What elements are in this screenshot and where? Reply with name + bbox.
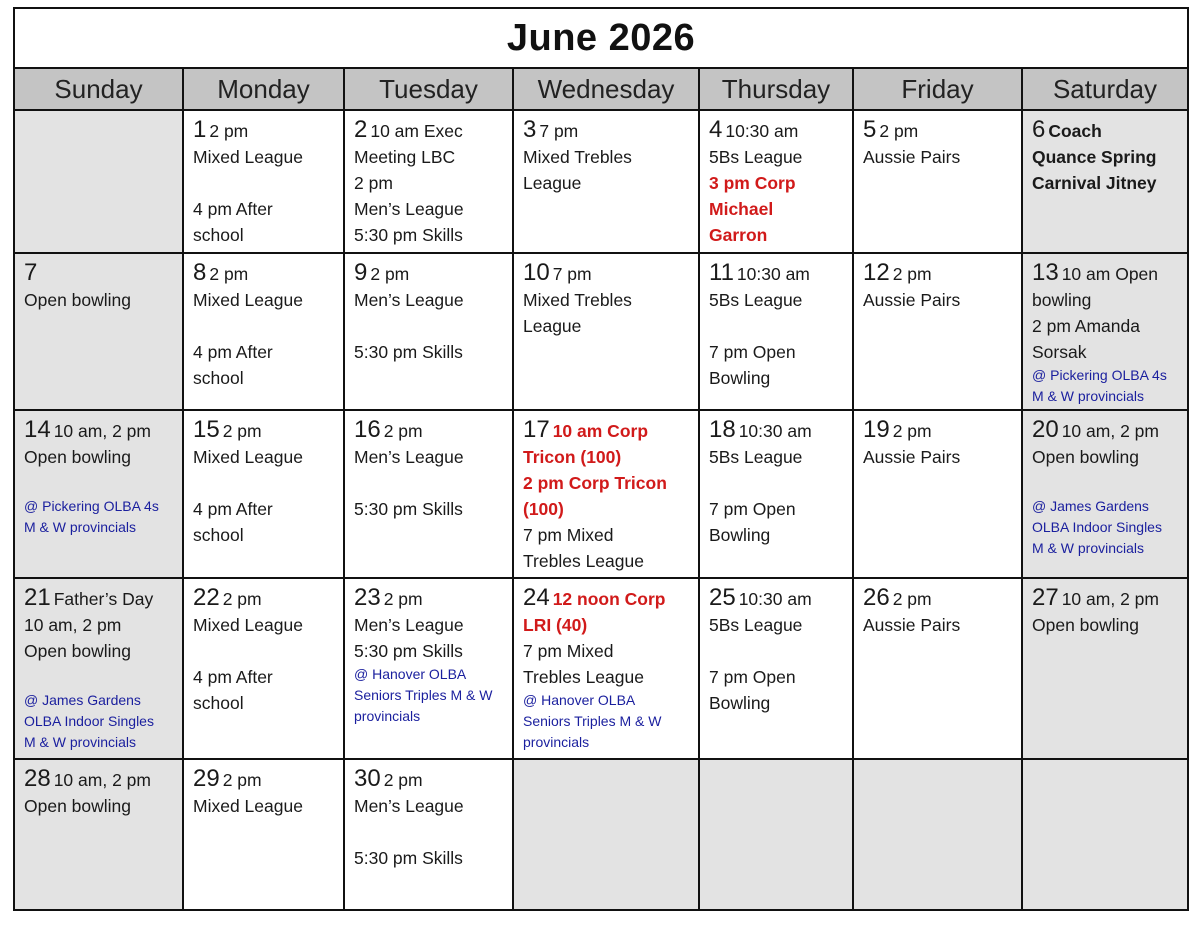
day-header-line [709, 417, 852, 444]
event-text: Mixed League [193, 615, 303, 635]
event-text: 5:30 pm Skills [354, 641, 463, 661]
day-header-line [523, 417, 698, 444]
tournament-note: M & W provincials [24, 734, 137, 750]
event-text: Open bowling [24, 447, 132, 467]
day-number: 1 [193, 116, 207, 143]
tournament-note: OLBA Indoor Singles [24, 713, 154, 729]
event-text: school [193, 693, 244, 713]
day-number: 30 [354, 765, 381, 792]
event-text: 5:30 pm Skills [354, 848, 463, 868]
event-text: 4 pm After [193, 667, 273, 687]
event-text: 2 pm [383, 421, 423, 441]
tournament-note: @ Hanover OLBA [354, 666, 467, 682]
event-text: Trebles League [523, 551, 644, 571]
event-text: League [523, 173, 582, 193]
day-number: 10 [523, 259, 550, 286]
day-cell-14 [15, 411, 184, 579]
weekday-tuesday: Tuesday [345, 69, 514, 109]
day-number: 18 [709, 416, 736, 443]
day-cell-23 [345, 579, 514, 760]
event-text: Mixed League [193, 290, 303, 310]
event-text: Meeting LBC [354, 147, 456, 167]
day-header-line [354, 766, 512, 793]
event-text: League [523, 316, 582, 336]
event-text: 2 pm [370, 264, 410, 284]
weekday-wednesday: Wednesday [514, 69, 700, 109]
day-number: 23 [354, 584, 381, 611]
corporate-event: 3 pm Corp [709, 173, 796, 193]
day-cell-12 [854, 254, 1023, 411]
event-text: Bowling [709, 525, 771, 545]
event-text: 2 pm [892, 421, 932, 441]
event-text: Open bowling [1032, 615, 1140, 635]
day-header-line [193, 260, 343, 287]
day-number: 2 [354, 116, 368, 143]
event-text: 2 pm [354, 173, 393, 193]
day-number: 21 [24, 584, 51, 611]
empty-day-cell [1023, 760, 1187, 909]
day-cell-30 [345, 760, 514, 909]
day-cell-29 [184, 760, 345, 909]
event-text: 4 pm After [193, 499, 273, 519]
tournament-note: M & W provincials [1032, 540, 1145, 556]
day-header-line [1032, 585, 1187, 612]
day-number: 15 [193, 416, 220, 443]
day-number: 29 [193, 765, 220, 792]
day-cell-10 [514, 254, 700, 411]
event-text: school [193, 225, 244, 245]
event-text: Open bowling [24, 290, 132, 310]
day-cell-28 [15, 760, 184, 909]
day-number: 25 [709, 584, 736, 611]
event-text: 7 pm Open [709, 667, 796, 687]
day-cell-13 [1023, 254, 1187, 411]
event-text: Bowling [709, 693, 771, 713]
corporate-event: Garron [709, 225, 768, 245]
calendar [13, 7, 1189, 911]
event-text: 10:30 am [736, 264, 810, 284]
event-text: Sorsak [1032, 342, 1087, 362]
event-text: 2 pm [222, 421, 262, 441]
day-header-line [1032, 417, 1187, 444]
event-text: 10:30 am [738, 589, 812, 609]
day-cell-7 [15, 254, 184, 411]
day-cell-27 [1023, 579, 1187, 760]
day-cell-15 [184, 411, 345, 579]
day-number: 24 [523, 584, 550, 611]
tournament-note: Seniors Triples M & W [354, 687, 493, 703]
day-number: 11 [709, 259, 734, 286]
event-text: 5Bs League [709, 147, 803, 167]
day-header-line [863, 117, 1021, 144]
event-text: Men’s League [354, 447, 464, 467]
day-header-line [523, 585, 698, 612]
day-header-line [24, 585, 182, 612]
day-number: 16 [354, 416, 381, 443]
corporate-event: (100) [523, 499, 564, 519]
day-number: 13 [1032, 259, 1059, 286]
day-number: 3 [523, 116, 537, 143]
day-cell-2 [345, 111, 514, 254]
day-header-line [193, 766, 343, 793]
tournament-note: M & W provincials [1032, 388, 1145, 404]
corporate-event: Tricon (100) [523, 447, 622, 467]
event-text: Aussie Pairs [863, 147, 961, 167]
day-number: 17 [523, 416, 550, 443]
day-header-line [1032, 117, 1187, 144]
tournament-note: M & W provincials [24, 519, 137, 535]
event-text: bowling [1032, 290, 1092, 310]
event-text: 7 pm Open [709, 342, 796, 362]
day-header-line [193, 585, 343, 612]
day-header-line [24, 417, 182, 444]
empty-day-cell [700, 760, 854, 909]
day-number: 22 [193, 584, 220, 611]
event-text: 5:30 pm Skills [354, 342, 463, 362]
event-text: Aussie Pairs [863, 447, 961, 467]
day-header-line [354, 585, 512, 612]
weekday-thursday: Thursday [700, 69, 854, 109]
event-text: 10:30 am [725, 121, 799, 141]
event-text: 4 pm After [193, 342, 273, 362]
day-cell-20 [1023, 411, 1187, 579]
tournament-note: @ James Gardens [1032, 498, 1149, 514]
event-text: 2 pm [383, 589, 423, 609]
day-cell-26 [854, 579, 1023, 760]
empty-day-cell [15, 111, 184, 254]
tournament-note: @ Pickering OLBA 4s [1032, 367, 1167, 383]
day-number: 19 [863, 416, 890, 443]
corporate-event: LRI (40) [523, 615, 588, 635]
event-text: 2 pm [209, 121, 249, 141]
event-text: Bowling [709, 368, 771, 388]
tournament-note: @ Pickering OLBA 4s [24, 498, 159, 514]
day-header-line [354, 417, 512, 444]
day-header-line [863, 417, 1021, 444]
tournament-note: @ Hanover OLBA [523, 692, 636, 708]
day-header-line [193, 117, 343, 144]
weekday-sunday: Sunday [15, 69, 184, 109]
day-number: 27 [1032, 584, 1059, 611]
weekday-header [15, 69, 1187, 111]
event-text: 10 am, 2 pm [1061, 421, 1159, 441]
event-text: 10 am Open [1061, 264, 1159, 284]
event-text: 10 am, 2 pm [53, 421, 151, 441]
event-text: 4 pm After [193, 199, 273, 219]
event-text: school [193, 525, 244, 545]
event-text: 10 am, 2 pm [53, 770, 151, 790]
event-text: 2 pm [383, 770, 423, 790]
event-text: Aussie Pairs [863, 290, 961, 310]
day-cell-21 [15, 579, 184, 760]
event-text: Carnival Jitney [1032, 173, 1157, 193]
event-text: Open bowling [24, 796, 132, 816]
event-text: 5Bs League [709, 447, 803, 467]
day-number: 4 [709, 116, 723, 143]
day-header-line [709, 117, 852, 144]
event-text: Father’s Day [53, 589, 154, 609]
event-text: 5Bs League [709, 615, 803, 635]
day-header-line [193, 417, 343, 444]
day-number: 28 [24, 765, 51, 792]
event-text: 2 pm [892, 589, 932, 609]
page-title: June 2026 [15, 9, 1187, 69]
day-cell-19 [854, 411, 1023, 579]
day-number: 6 [1032, 116, 1046, 143]
event-text: 2 pm Amanda [1032, 316, 1140, 336]
event-text: 7 pm [552, 264, 592, 284]
day-cell-17 [514, 411, 700, 579]
event-text: Men’s League [354, 615, 464, 635]
tournament-note: Seniors Triples M & W [523, 713, 662, 729]
day-header-line [863, 260, 1021, 287]
day-number: 12 [863, 259, 890, 286]
tournament-note: provincials [354, 708, 421, 724]
event-text: Mixed League [193, 447, 303, 467]
empty-day-cell [514, 760, 700, 909]
day-header-line [863, 585, 1021, 612]
event-text: Trebles League [523, 667, 644, 687]
day-header-line [523, 260, 698, 287]
day-cell-5 [854, 111, 1023, 254]
day-cell-6 [1023, 111, 1187, 254]
event-text: Aussie Pairs [863, 615, 961, 635]
day-number: 5 [863, 116, 877, 143]
event-text: 7 pm Open [709, 499, 796, 519]
event-text: 5:30 pm Skills [354, 225, 463, 245]
corporate-event: Michael [709, 199, 774, 219]
day-header-line [24, 766, 182, 793]
event-text: Mixed League [193, 796, 303, 816]
day-header-line [354, 260, 512, 287]
event-text: 2 pm [879, 121, 919, 141]
event-text: 7 pm Mixed [523, 641, 614, 661]
event-text: 12 noon Corp [552, 589, 666, 609]
day-header-line [523, 117, 698, 144]
day-cell-1 [184, 111, 345, 254]
day-cell-24 [514, 579, 700, 760]
event-text: 10 am, 2 pm [24, 615, 122, 635]
day-number: 20 [1032, 416, 1059, 443]
day-cell-11 [700, 254, 854, 411]
event-text: Mixed Trebles [523, 147, 632, 167]
day-cell-3 [514, 111, 700, 254]
day-cell-4 [700, 111, 854, 254]
event-text: Men’s League [354, 796, 464, 816]
day-cell-16 [345, 411, 514, 579]
event-text: 2 pm [209, 264, 249, 284]
day-header-line [709, 260, 852, 287]
event-text: 10 am Exec [370, 121, 463, 141]
event-text: Mixed League [193, 147, 303, 167]
day-cell-25 [700, 579, 854, 760]
day-cell-18 [700, 411, 854, 579]
event-text: 2 pm [222, 589, 262, 609]
tournament-note: OLBA Indoor Singles [1032, 519, 1162, 535]
event-text: 2 pm [892, 264, 932, 284]
event-text: 10 am Corp [552, 421, 649, 441]
event-text: Quance Spring [1032, 147, 1157, 167]
day-cell-8 [184, 254, 345, 411]
event-text: 2 pm [222, 770, 262, 790]
event-text: Open bowling [24, 641, 132, 661]
day-number: 14 [24, 416, 51, 443]
event-text: Men’s League [354, 290, 464, 310]
day-header-line [24, 260, 182, 287]
event-text: 7 pm Mixed [523, 525, 614, 545]
weekday-friday: Friday [854, 69, 1023, 109]
event-text: Coach [1048, 121, 1102, 141]
day-header-line [354, 117, 512, 144]
day-number: 7 [24, 259, 38, 286]
event-text: school [193, 368, 244, 388]
event-text: 5:30 pm Skills [354, 499, 463, 519]
tournament-note: @ James Gardens [24, 692, 141, 708]
event-text: Open bowling [1032, 447, 1140, 467]
weekday-saturday: Saturday [1052, 73, 1158, 104]
day-cell-22 [184, 579, 345, 760]
day-cell-9 [345, 254, 514, 411]
event-text: Men’s League [354, 199, 464, 219]
day-number: 26 [863, 584, 890, 611]
corporate-event: 2 pm Corp Tricon [523, 473, 667, 493]
day-number: 8 [193, 259, 207, 286]
day-number: 9 [354, 259, 368, 286]
weekday-monday: Monday [184, 69, 345, 109]
empty-day-cell [854, 760, 1023, 909]
tournament-note: provincials [523, 734, 590, 750]
event-text: 10:30 am [738, 421, 812, 441]
event-text: Mixed Trebles [523, 290, 632, 310]
event-text: 5Bs League [709, 290, 803, 310]
day-header-line [709, 585, 852, 612]
day-header-line [1032, 260, 1187, 287]
event-text: 10 am, 2 pm [1061, 589, 1159, 609]
event-text: 7 pm [539, 121, 579, 141]
